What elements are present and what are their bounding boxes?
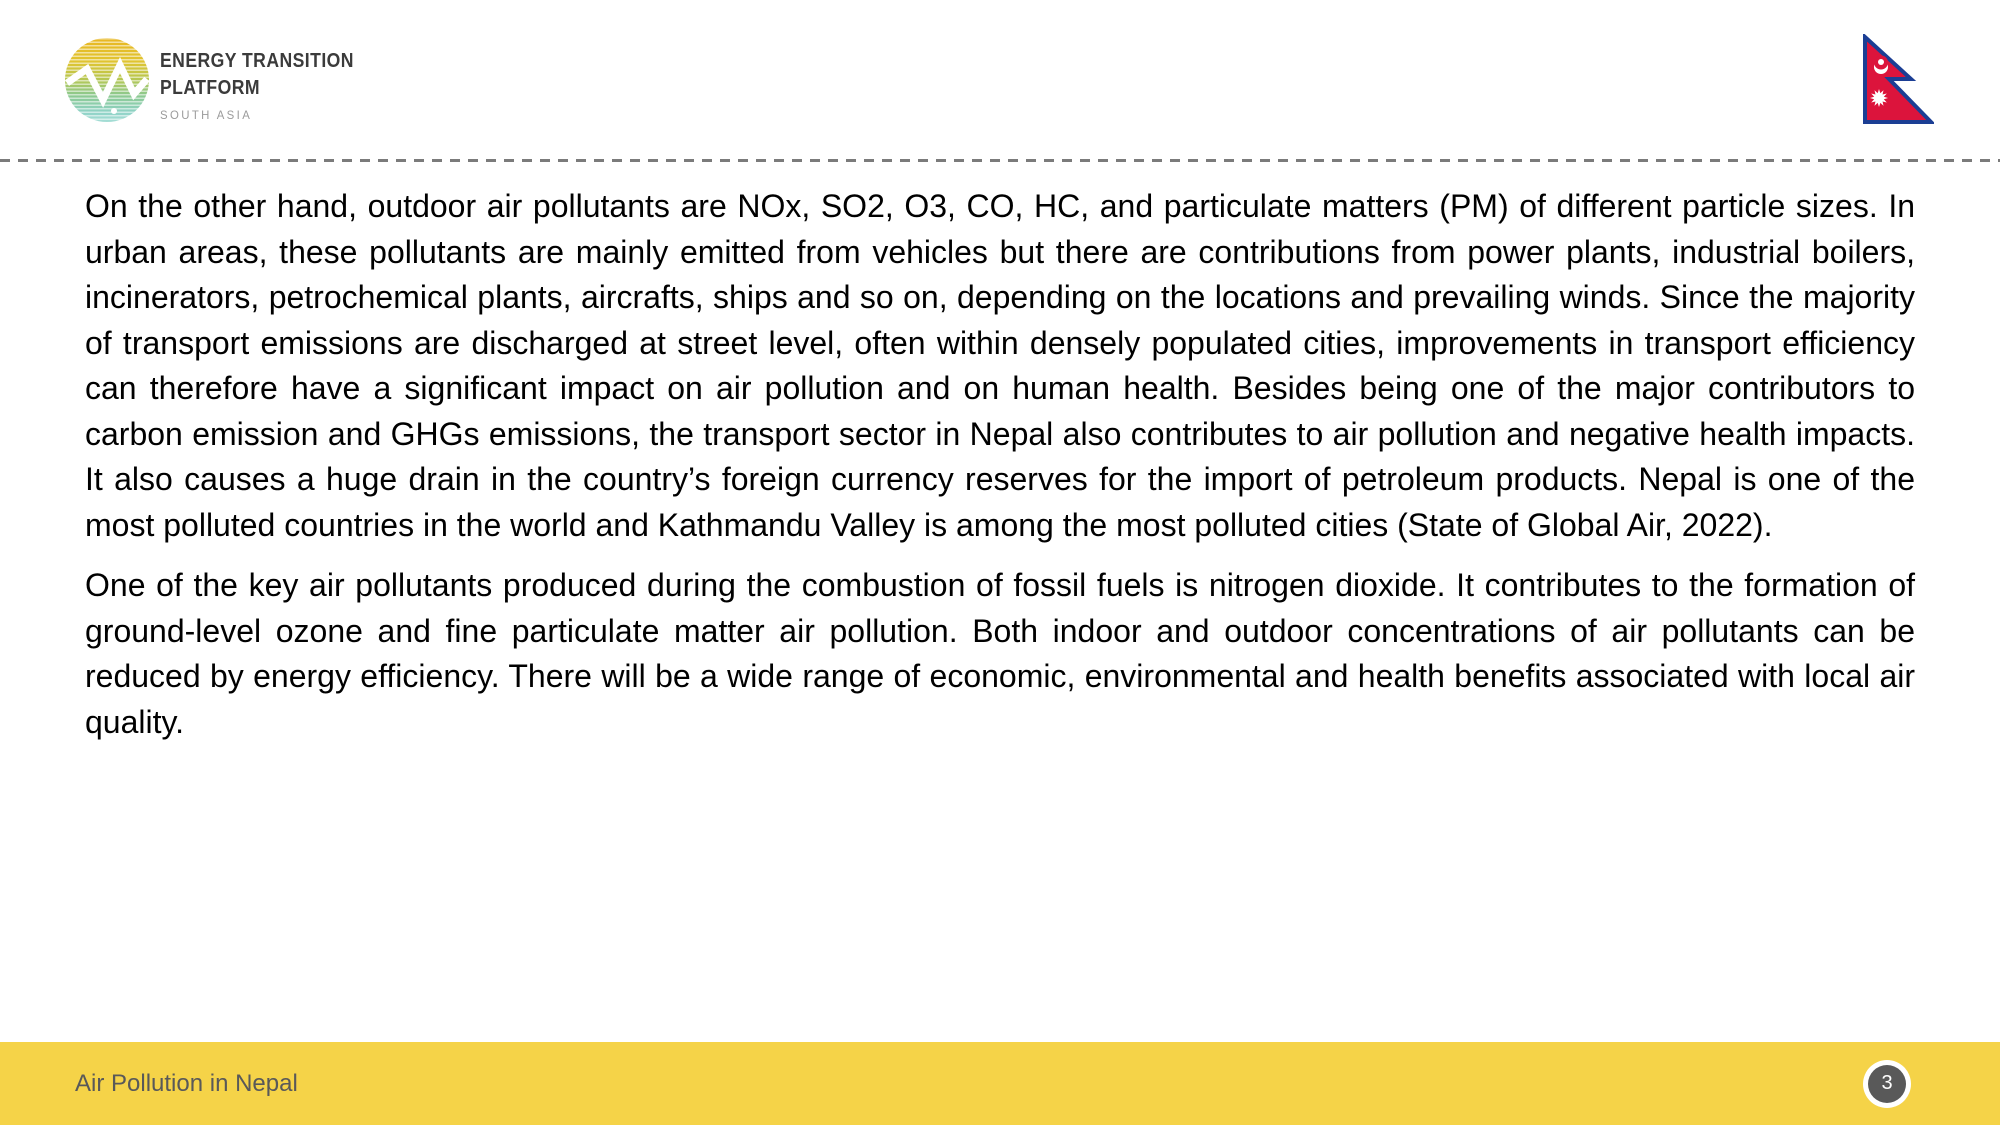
dashed-divider [0,159,2000,162]
slide-body [85,184,1915,745]
logo-text [160,48,380,122]
logo-subtitle: SOUTH ASIA [160,108,253,122]
logo-title-line1: ENERGY TRANSITION [160,50,354,72]
page-number: 3 [1868,1065,1906,1103]
energy-transition-logo-icon [65,38,149,122]
body-paragraph-1: On the other hand, outdoor air pollutants are NOx, SO2, O3, CO, HC, and particulate matters (PM) of different particle sizes. In urban areas, these pollutants are mainly emitted from vehicles but there are contributions from power plants, industrial boilers, incinerators, petrochemical plants, aircrafts, ships and so on, depending on the locations and prevailing winds. Since the majority of transport emissions are discharged at street level, often within densely populated cities, improvements in transport efficiency can therefore have a significant impact on air pollution and on human health. Besides being one of the major contributors to carbon emission and GHGs emissions, the transport sector in Nepal also contributes to air pollution and negative health impacts. It also causes a huge drain in the country’s foreign currency reserves for the import of petroleum products. Nepal is one of the most polluted countries in the world and Kathmandu Valley is among the most polluted cities (State of Global Air, 2022). [85,188,1915,543]
body-paragraph-2: One of the key air pollutants produced during the combustion of fossil fuels is nitrogen dioxide. It contributes to the formation of ground-level ozone and fine particulate matter air pollution. Both indoor and outdoor concentrations of air pollutants can be reduced by energy efficiency. There will be a wide range of economic, environmental and health benefits associated with local air quality. [85,567,1915,740]
footer-title: Air Pollution in Nepal [75,1069,298,1097]
page-number-badge [1863,1060,1911,1108]
logo-title-line2: PLATFORM [160,77,260,99]
nepal-flag-icon [1862,34,1934,126]
footer-bar [0,1042,2000,1125]
logo-waveform-icon [65,38,149,122]
